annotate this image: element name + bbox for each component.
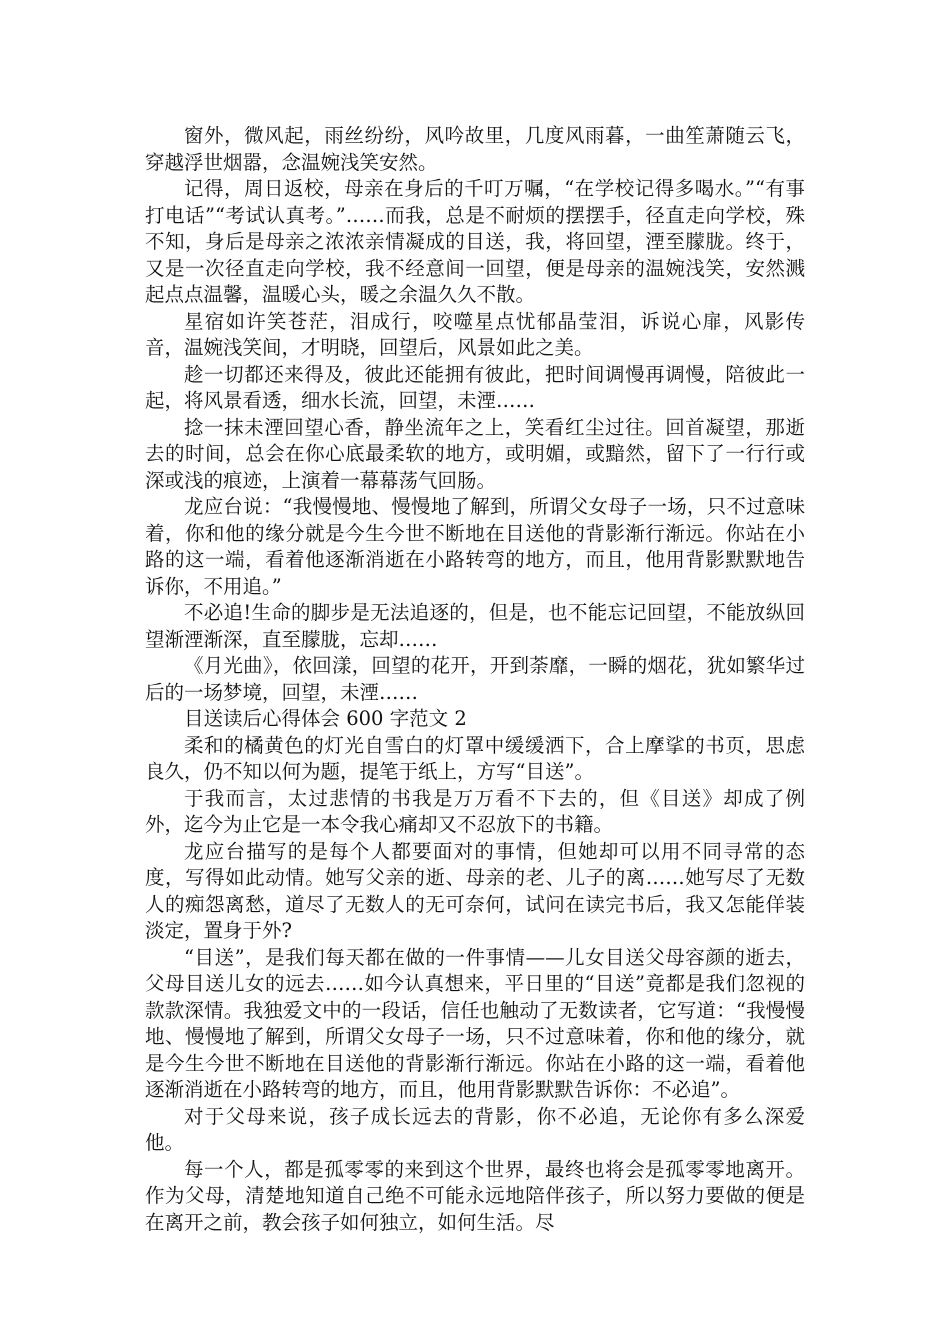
- paragraph-3: 星宿如许笑苍茫，泪成行，咬噬星点忧郁晶莹泪，诉说心扉，风影传音，温婉浅笑间，才明晓，回望后，风景如此之美。: [145, 309, 805, 359]
- paragraph-12: “目送”，是我们每天都在做的一件事情——儿女目送父母容颜的逝去，父母目送儿女的远去……如今认真想来，平日里的“目送”竟都是我们忽视的款款深情。我独爱文中的一段话，信任也触动了无数读者，它写道：“我慢慢地、慢慢地了解到，所谓父女母子一场，只不过意味着，你和他的缘分，就是今生今世不断地在目送他的背影渐行渐远。你站在小路的这一端，看着他逐渐消逝在小路转弯的地方，而且，他用背影默默告诉你：不必追”。: [145, 945, 805, 1101]
- paragraph-10: 于我而言，太过悲情的书我是万万看不下去的，但《目送》却成了例外，迄今为止它是一本令我心痛却又不忍放下的书籍。: [145, 786, 805, 836]
- paragraph-14: 每一个人，都是孤零零的来到这个世界，最终也将会是孤零零地离开。作为父母，清楚地知道自己绝不可能永远地陪伴孩子，所以努力要做的便是在离开之前，教会孩子如何独立，如何生活。尽: [145, 1157, 805, 1234]
- paragraph-7: 不必追!生命的脚步是无法追逐的，但是，也不能忘记回望，不能放纵回望渐湮渐深，直至朦胧，忘却……: [145, 601, 805, 651]
- paragraph-2: 记得，周日返校，母亲在身后的千叮万嘱，“在学校记得多喝水。”“有事打电话”“考试认真考。”……而我，总是不耐烦的摆摆手，径直走向学校，殊不知，身后是母亲之浓浓亲情凝成的目送，我，将回望，湮至朦胧。终于，又是一次径直走向学校，我不经意间一回望，便是母亲的温婉浅笑，安然溅起点点温馨，温暖心头，暖之余温久久不散。: [145, 177, 805, 306]
- paragraph-1: 窗外，微风起，雨丝纷纷，风吟故里，几度风雨暮，一曲笙萧随云飞，穿越浮世烟嚣，念温婉浅笑安然。: [145, 124, 805, 174]
- paragraph-5: 捻一抹未湮回望心香，静坐流年之上，笑看红尘过往。回首凝望，那逝去的时间，总会在你心底最柔软的地方，或明媚，或黯然，留下了一行行或深或浅的痕迹，上演着一幕幕荡气回肠。: [145, 415, 805, 492]
- paragraph-11: 龙应台描写的是每个人都要面对的事情，但她却可以用不同寻常的态度，写得如此动情。她写父亲的逝、母亲的老、儿子的离……她写尽了无数人的痴怨离愁，道尽了无数人的无可奈何，试问在读完书后，我又怎能佯装淡定，置身于外?: [145, 839, 805, 942]
- paragraph-6: 龙应台说：“我慢慢地、慢慢地了解到，所谓父女母子一场，只不过意味着，你和他的缘分就是今生今世不断地在目送他的背影渐行渐远。你站在小路的这一端，看着他逐渐消逝在小路转弯的地方，而且，他用背影默默地告诉你，不用追。”: [145, 495, 805, 598]
- paragraph-9: 柔和的橘黄色的灯光自雪白的灯罩中缓缓洒下，合上摩挲的书页，思虑良久，仍不知以何为题，提笔于纸上，方写“目送”。: [145, 733, 805, 783]
- paragraph-8: 《月光曲》，依回漾，回望的花开，开到荼靡，一瞬的烟花，犹如繁华过后的一场梦境，回望，未湮……: [145, 654, 805, 704]
- document-page: [145, 123, 805, 1236]
- paragraph-4: 趁一切都还来得及，彼此还能拥有彼此，把时间调慢再调慢，陪彼此一起，将风景看透，细水长流，回望，未湮……: [145, 362, 805, 412]
- paragraph-13: 对于父母来说，孩子成长远去的背影，你不必追，无论你有多么深爱他。: [145, 1104, 805, 1154]
- section-heading: 目送读后心得体会 600 字范文 2: [184, 707, 467, 730]
